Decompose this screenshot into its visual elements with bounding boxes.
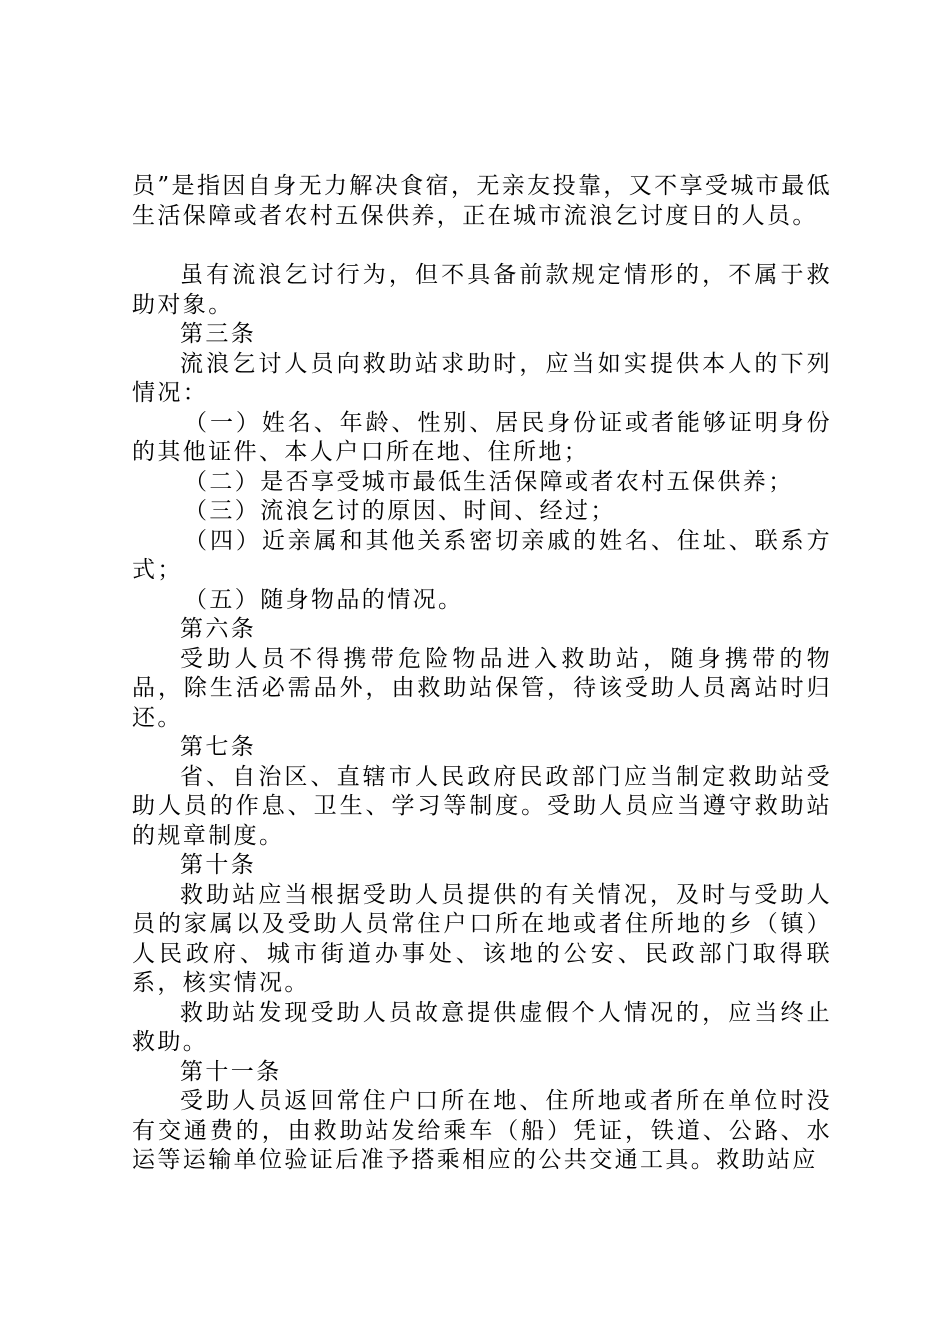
paragraph-definition-continued: 员”是指因自身无力解决食宿，无亲友投靠，又不享受城市最低生活保障或者农村五保供养，正在城市流浪乞讨度日的人员。 — [132, 173, 832, 229]
paragraph-article-10: 救助站应当根据受助人员提供的有关情况，及时与受助人员的家属以及受助人员常住户口所在地或者住所地的乡（镇）人民政府、城市街道办事处、该地的公安、民政部门取得联系，核实情况。 — [132, 881, 832, 996]
list-item-4: （四）近亲属和其他关系密切亲戚的姓名、住址、联系方式； — [132, 527, 832, 583]
paragraph-article-7: 省、自治区、直辖市人民政府民政部门应当制定救助站受助人员的作息、卫生、学习等制度。受助人员应当遵守救助站的规章制度。 — [132, 763, 832, 849]
article-heading-6: 第六条 — [180, 616, 257, 642]
paragraph-article-10-clause-2: 救助站发现受助人员故意提供虚假个人情况的，应当终止救助。 — [132, 999, 832, 1055]
list-item-2: （二）是否享受城市最低生活保障或者农村五保供养； — [184, 468, 794, 495]
article-heading-3: 第三条 — [180, 321, 257, 347]
article-heading-7: 第七条 — [180, 734, 257, 760]
paragraph-article-3: 流浪乞讨人员向救助站求助时，应当如实提供本人的下列情况： — [132, 350, 832, 406]
list-item-1: （一）姓名、年龄、性别、居民身份证或者能够证明身份的其他证件、本人户口所在地、住所地； — [132, 409, 832, 465]
paragraph-article-11: 受助人员返回常住户口所在地、住所地或者所在单位时没有交通费的，由救助站发给乘车（船）凭证，铁道、公路、水运等运输单位验证后准予搭乘相应的公共交通工具。救助站应 — [132, 1088, 832, 1173]
article-heading-11: 第十一条 — [180, 1058, 282, 1085]
list-item-3: （三）流浪乞讨的原因、时间、经过； — [184, 498, 616, 524]
paragraph-exclusion: 虽有流浪乞讨行为，但不具备前款规定情形的，不属于救助对象。 — [132, 262, 832, 318]
document-page — [132, 172, 832, 1176]
article-heading-10: 第十条 — [180, 852, 257, 878]
paragraph-article-6: 受助人员不得携带危险物品进入救助站，随身携带的物品，除生活必需品外，由救助站保管，待该受助人员离站时归还。 — [132, 645, 832, 731]
list-item-5: （五）随身物品的情况。 — [184, 586, 464, 613]
